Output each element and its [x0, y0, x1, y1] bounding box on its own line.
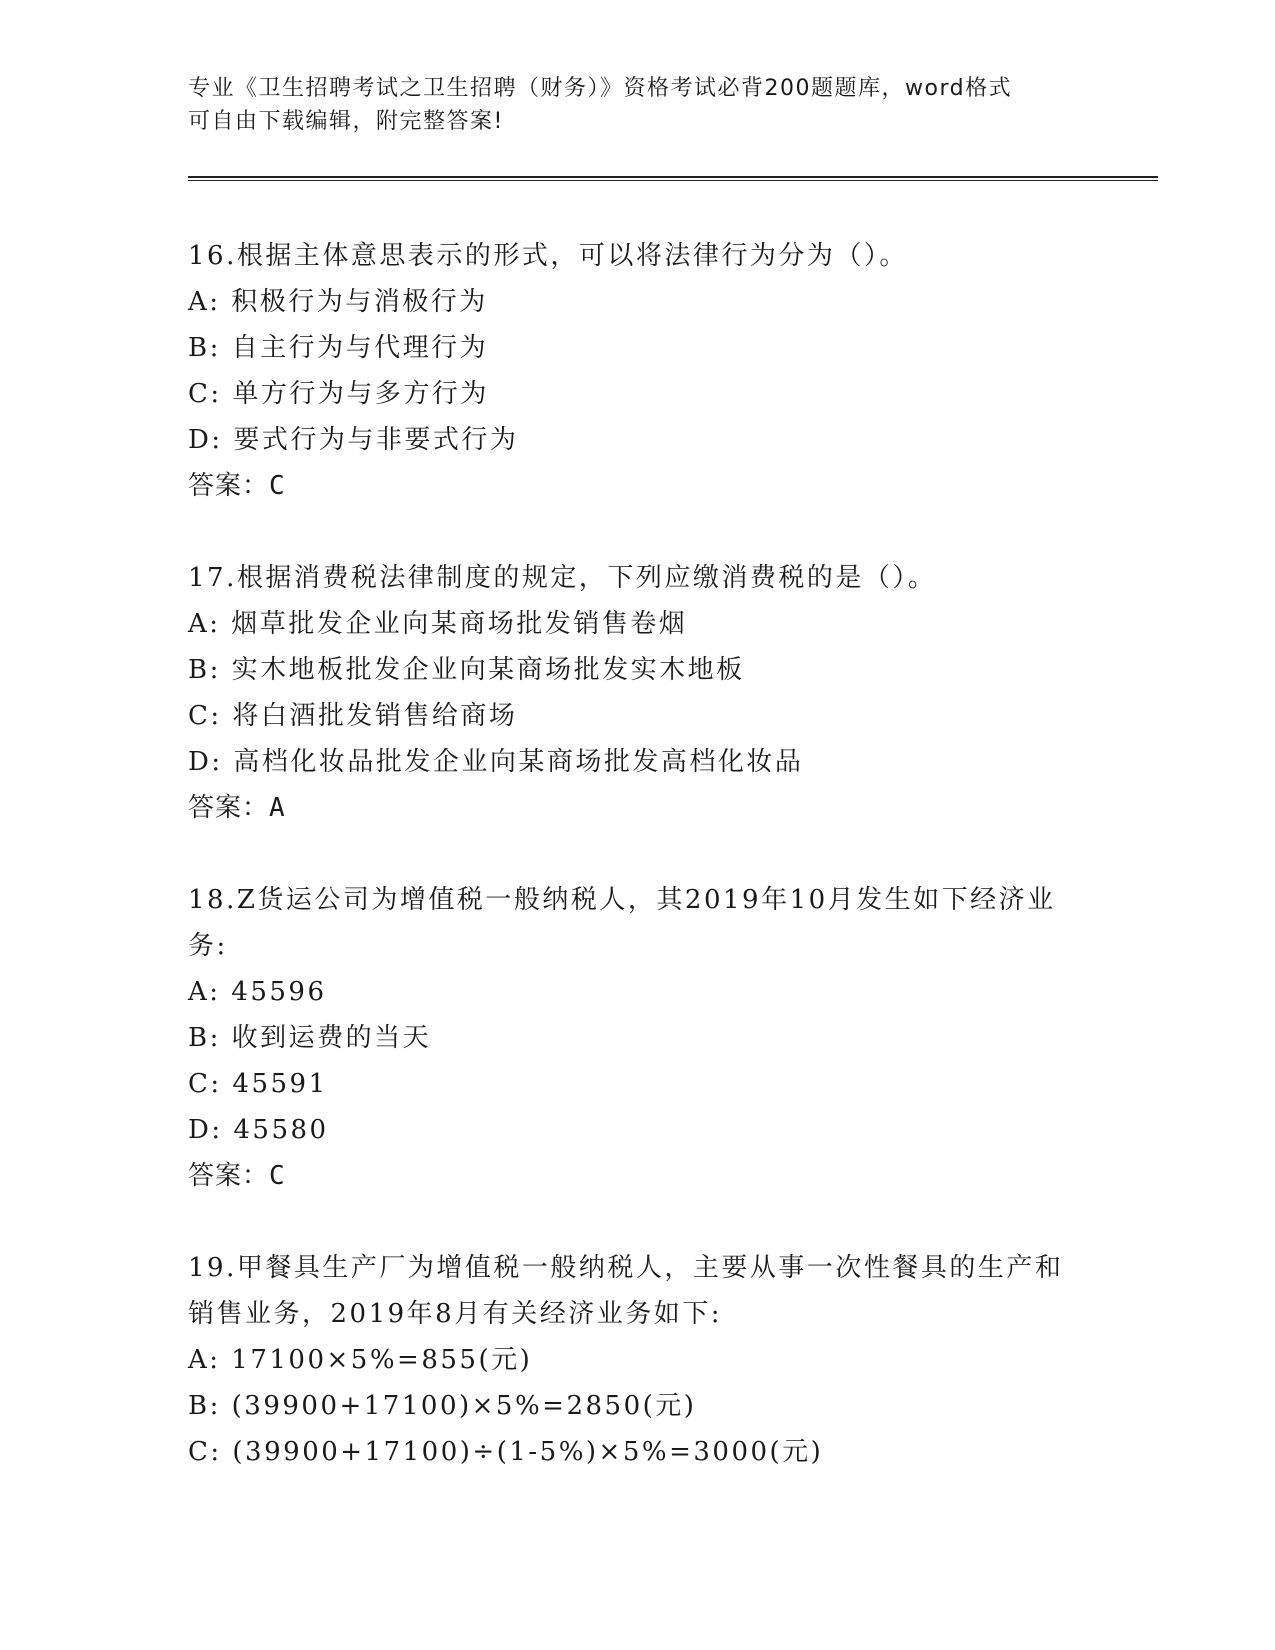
header-line-2: 可自由下载编辑，附完整答案!: [188, 109, 504, 134]
answer-value: A: [269, 793, 286, 823]
answer-label: 答案：: [188, 1161, 270, 1191]
document-header: [188, 72, 1088, 138]
option-b: B: (39900+17100)×5%=2850(元): [188, 1391, 697, 1421]
option-d: D: 高档化妆品批发企业向某商场批发高档化妆品: [188, 747, 804, 777]
header-divider: [188, 176, 1158, 181]
answer-line: [188, 785, 1088, 831]
question-16: [188, 233, 1088, 509]
option-c: C: (39900+17100)÷(1-5%)×5%=3000(元): [188, 1437, 824, 1467]
question-stem-line-1: 19.甲餐具生产厂为增值税一般纳税人，主要从事一次性餐具的生产和: [188, 1253, 1064, 1283]
option-a: A: 烟草批发企业向某商场批发销售卷烟: [188, 609, 688, 639]
question-stem-line-1: 18.Z货运公司为增值税一般纳税人，其2019年10月发生如下经济业: [188, 885, 1056, 915]
answer-line: [188, 463, 1088, 509]
question-18: [188, 877, 1088, 1199]
header-line-1: 专业《卫生招聘考试之卫生招聘（财务）》资格考试必背200题题库，word格式: [188, 76, 1013, 101]
question-stem-line-2: 务:: [188, 931, 228, 961]
option-b: B: 自主行为与代理行为: [188, 333, 489, 363]
answer-label: 答案：: [188, 793, 270, 823]
option-a: A: 45596: [188, 977, 327, 1007]
answer-value: C: [269, 471, 286, 501]
option-b: B: 实木地板批发企业向某商场批发实木地板: [188, 655, 745, 685]
option-c: C: 将白酒批发销售给商场: [188, 701, 518, 731]
answer-label: 答案：: [188, 471, 270, 501]
option-b: B: 收到运费的当天: [188, 1023, 432, 1053]
option-d: D: 要式行为与非要式行为: [188, 425, 519, 455]
option-a: A: 17100×5%=855(元): [188, 1345, 533, 1375]
option-a: A: 积极行为与消极行为: [188, 287, 488, 317]
answer-value: C: [269, 1161, 286, 1191]
question-17: [188, 555, 1088, 831]
question-stem-line-2: 销售业务，2019年8月有关经济业务如下:: [188, 1299, 722, 1329]
question-stem: 16.根据主体意思表示的形式，可以将法律行为分为（）。: [188, 241, 908, 271]
option-c: C: 45591: [188, 1069, 328, 1099]
question-stem: 17.根据消费税法律制度的规定，下列应缴消费税的是（）。: [188, 563, 937, 593]
option-c: C: 单方行为与多方行为: [188, 379, 489, 409]
question-19: [188, 1245, 1088, 1475]
answer-line: [188, 1153, 1088, 1199]
option-d: D: 45580: [188, 1115, 329, 1145]
